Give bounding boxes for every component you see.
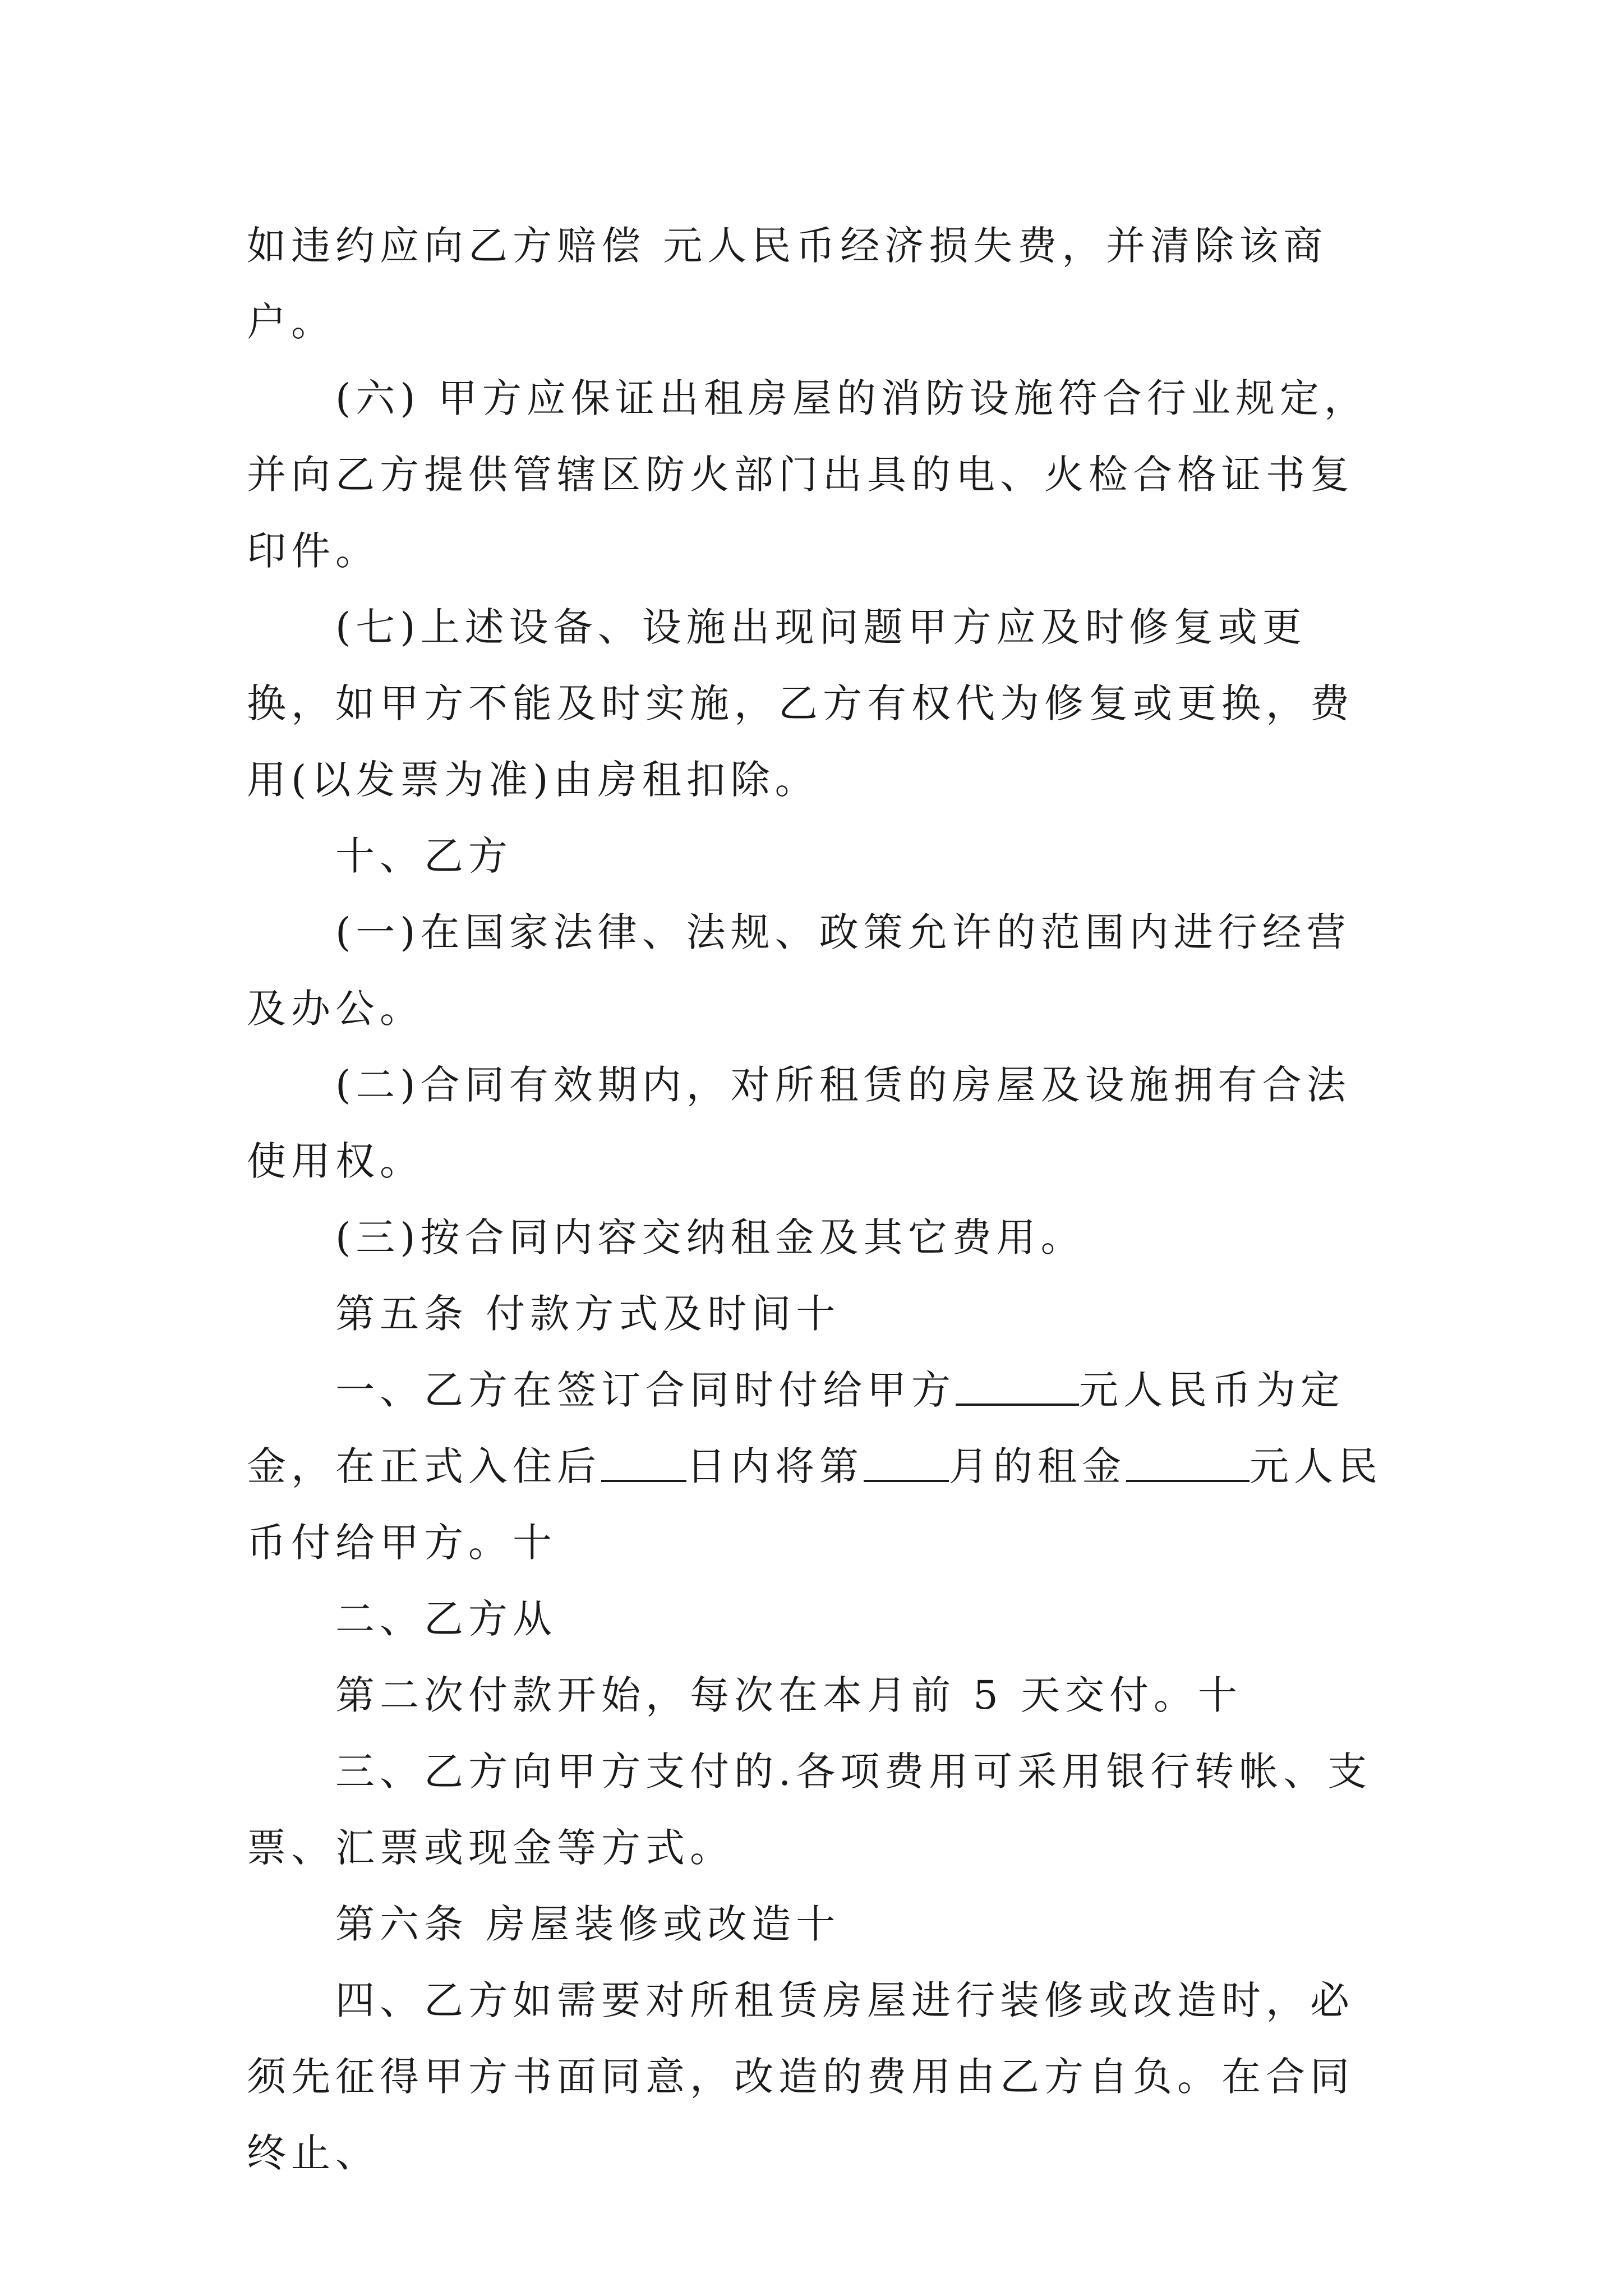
deposit-clause-part5: 元人民币付给甲方。十 (247, 1443, 1382, 1566)
deposit-clause-part1: 一、乙方在签订合同时付给甲方 (335, 1367, 956, 1413)
paragraph-compensation: 如违约应向乙方赔偿 元人民币经济损失费，并清除该商户。 (247, 223, 1328, 345)
paragraph-deposit-clause (247, 1352, 1391, 1581)
paragraph-legal-operation: (一)在国家法律、法规、政策允许的范围内进行经营及办公。 (247, 909, 1351, 1032)
document-body (247, 208, 1391, 2191)
paragraph-fire-safety: (六) 甲方应保证出租房屋的消防设施符合行业规定，并向乙方提供管辖区防火部门出具的电、火检合格证书复印件。 (247, 375, 1368, 574)
paragraph-repair: (七)上述设备、设施出现问题甲方应及时修复或更换，如甲方不能及时实施，乙方有权代为修复或更换，费用(以发票为准)由房租扣除。 (247, 604, 1354, 803)
paragraph-usage-right: (二)合同有效期内，对所租赁的房屋及设施拥有合法使用权。 (247, 1062, 1351, 1184)
deposit-clause-part4: 月的租金 (949, 1443, 1126, 1489)
paragraph-payment-methods: 三、乙方向甲方支付的.各项费用可采用银行转帐、支票、汇票或现金等方式。 (247, 1749, 1372, 1871)
paragraph-renovation: 四、乙方如需要对所租赁房屋进行装修或改造时，必须先征得甲方书面同意，改造的费用由乙方自负。在合同终止、 (247, 1977, 1354, 2176)
heading-article-five: 第五条 付款方式及时间十 (335, 1291, 841, 1337)
deposit-clause-part2: 元人民币为定金，在正式入住后 (247, 1367, 1345, 1489)
paragraph-second-payment: 第二次付款开始，每次在本月前 5 天交付。十 (335, 1672, 1243, 1718)
heading-article-six: 第六条 房屋装修或改造十 (335, 1901, 841, 1947)
blank-days (601, 1446, 686, 1482)
blank-deposit-amount (956, 1370, 1079, 1406)
blank-month (864, 1446, 949, 1482)
heading-party-b: 十、乙方 (335, 833, 513, 879)
blank-rent-amount (1126, 1446, 1249, 1482)
deposit-clause-part3: 日内将第 (686, 1443, 864, 1489)
paragraph-from-party-b: 二、乙方从 (335, 1596, 557, 1642)
paragraph-pay-rent: (三)按合同内容交纳租金及其它费用。 (335, 1214, 1085, 1260)
